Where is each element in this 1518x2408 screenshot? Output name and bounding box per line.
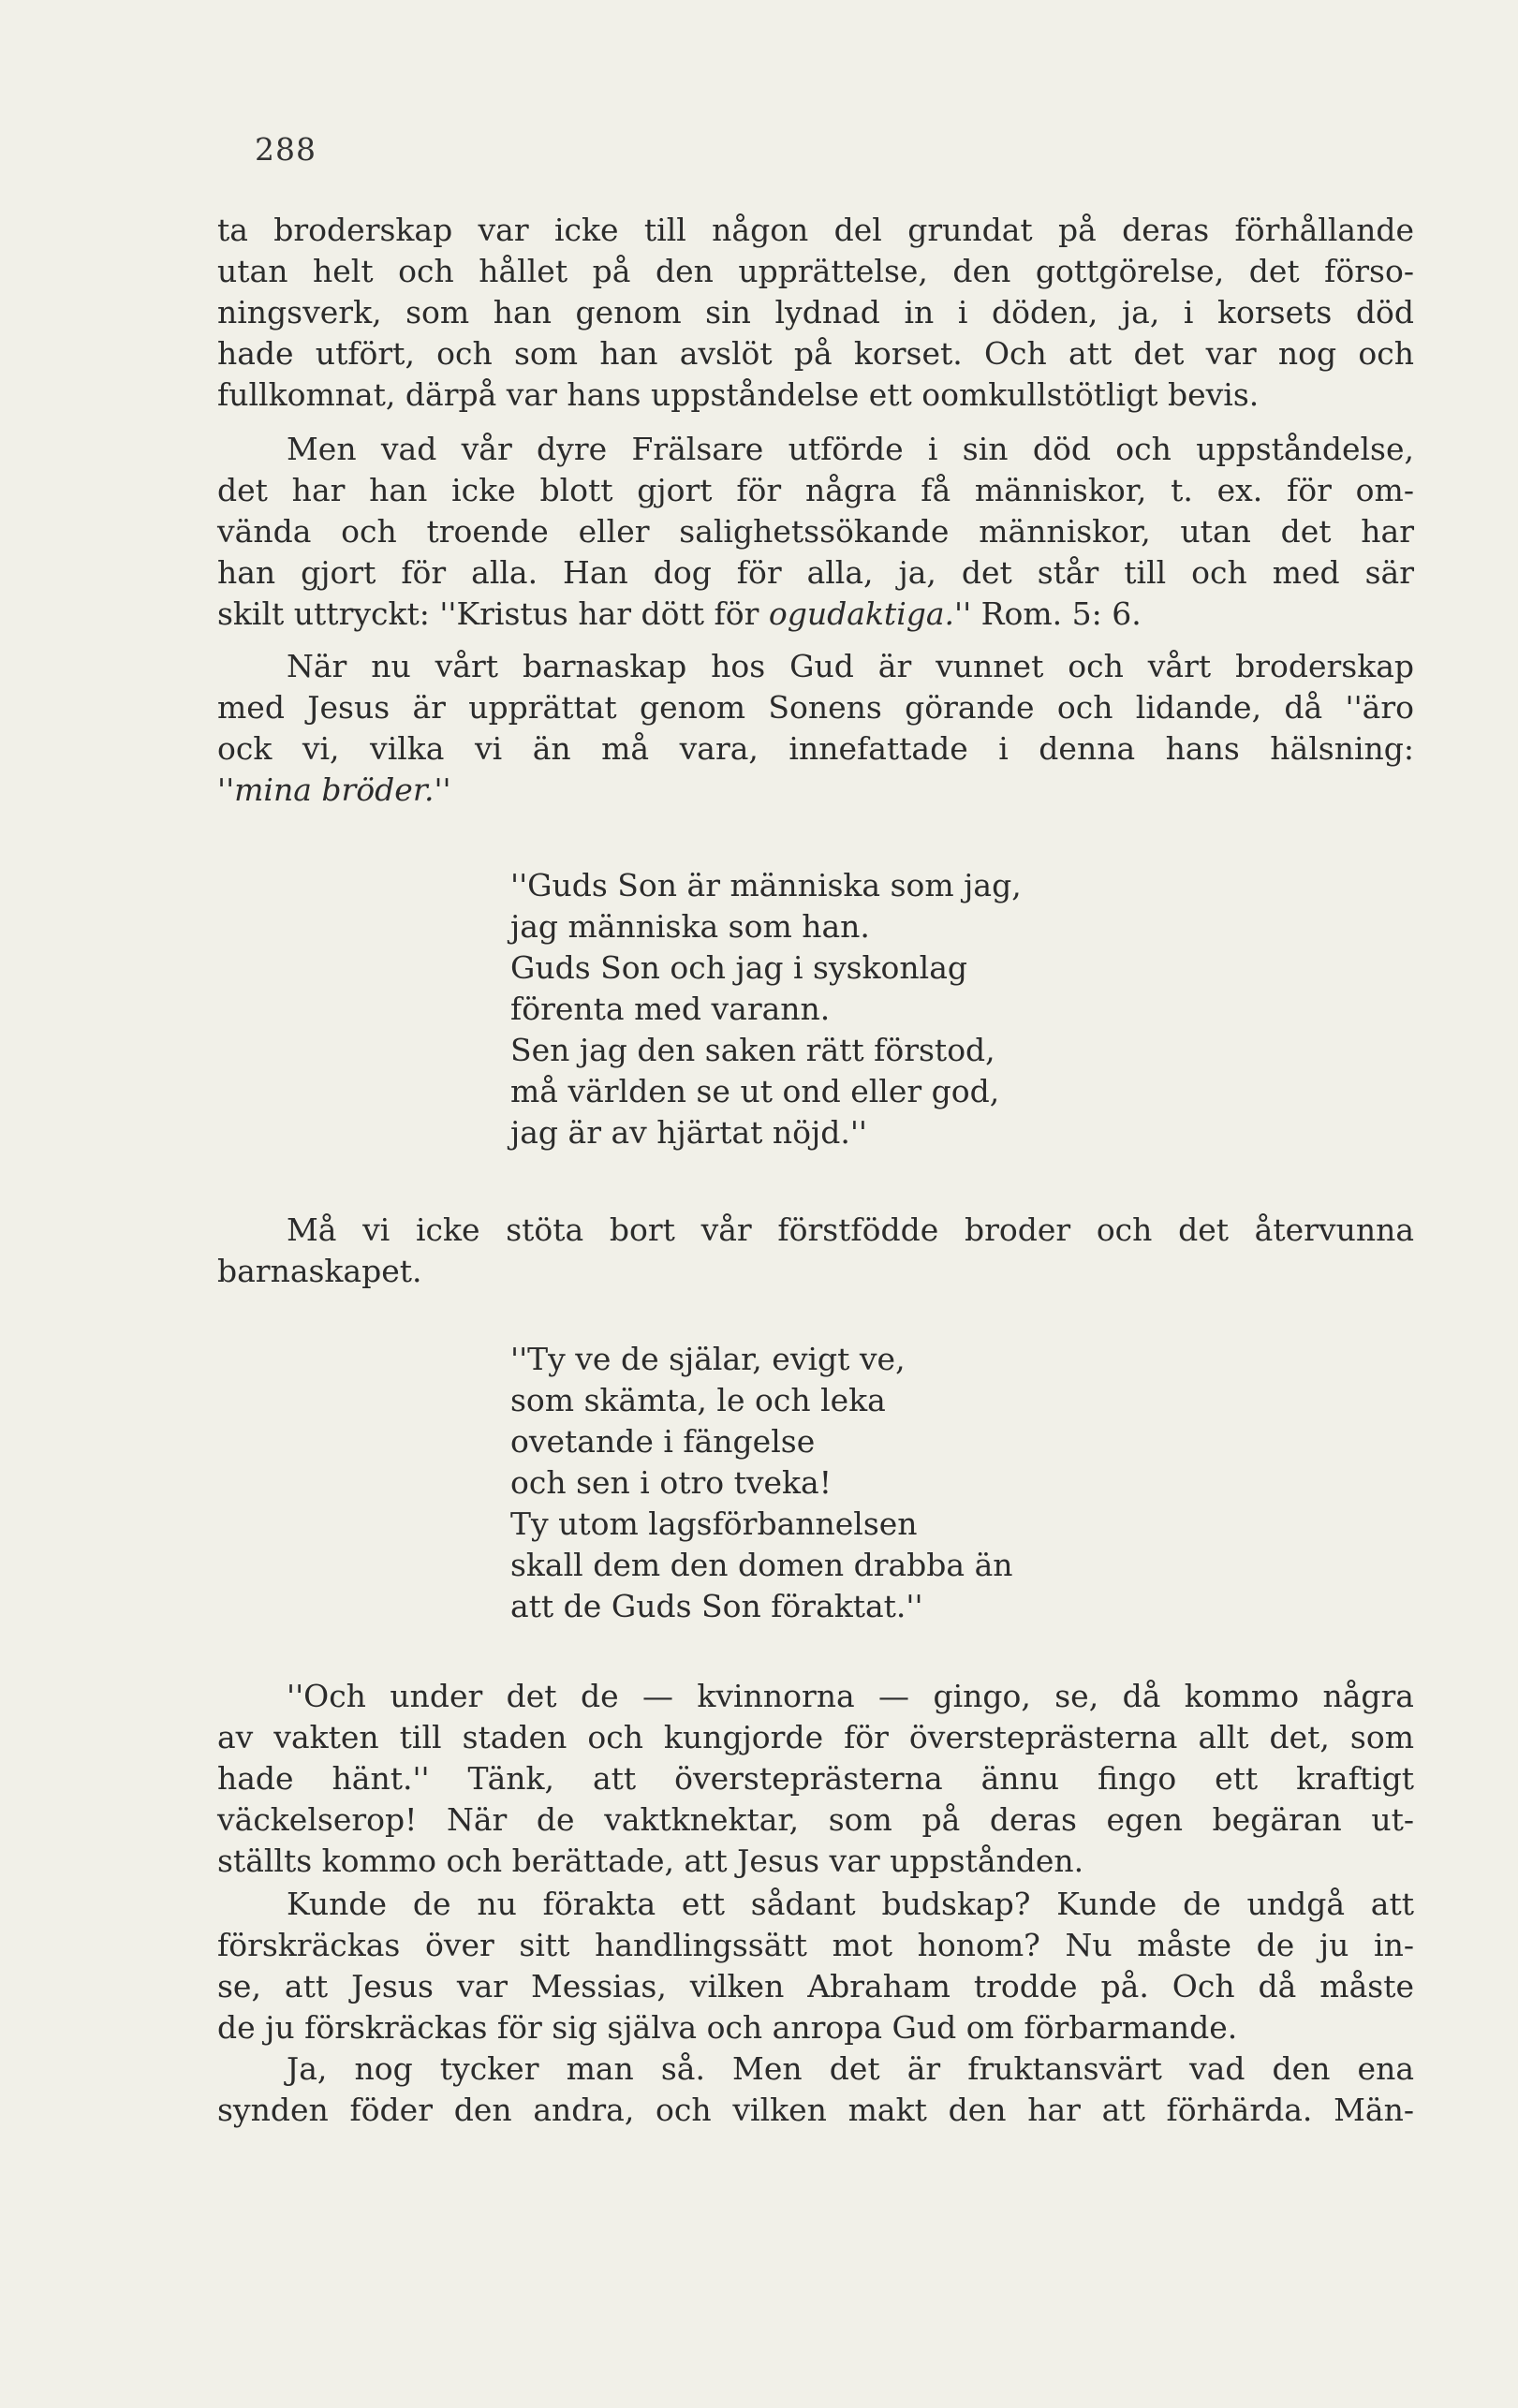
poem-line: ''Guds Son är människa som jag,: [510, 867, 1022, 903]
poem-line: att de Guds Son föraktat.'': [510, 1588, 923, 1624]
paragraph-2: [217, 429, 1414, 635]
text-line: ställts kommo och berättade, att Jesus var uppstånden.: [217, 1843, 1084, 1879]
paragraph-4: [217, 1210, 1414, 1292]
poem-line: jag människa som han.: [510, 908, 870, 945]
poem-1: [510, 865, 1022, 1153]
paragraph-7: [217, 2048, 1414, 2131]
text-line: ta broderskap var icke till någon del grundat på deras förhållande: [217, 212, 1414, 248]
text-line: förskräckas över sitt handlingssätt mot honom? Nu måste de ju in-: [217, 1927, 1414, 1963]
poem-line: som skämta, le och leka: [510, 1382, 886, 1418]
poem-line: må världen se ut ond eller god,: [510, 1073, 1000, 1109]
text-line: väckelserop! När de vaktknektar, som på deras egen begäran ut-: [217, 1801, 1414, 1838]
poem-line: och sen i otro tveka!: [510, 1464, 832, 1501]
page-number: 288: [255, 131, 317, 168]
paragraph-6: [217, 1884, 1414, 2048]
poem-line: jag är av hjärtat nöjd.'': [510, 1114, 867, 1151]
text-line: han gjort för alla. Han dog för alla, ja, det står till och med sär: [217, 554, 1414, 591]
text-segment: skilt uttryckt: ''Kristus har dött för: [217, 595, 769, 632]
poem-line: Sen jag den saken rätt förstod,: [510, 1032, 995, 1068]
text-line: hade utfört, och som han avslöt på korset. Och att det var nog och: [217, 335, 1414, 372]
poem-line: Ty utom lagsförbannelsen: [510, 1505, 918, 1542]
text-line: fullkomnat, därpå var hans uppståndelse ett oomkullstötligt bevis.: [217, 376, 1260, 413]
paragraph-3: [217, 646, 1414, 811]
text-line: Må vi icke stöta bort vår förstfödde broder och det återvunna: [287, 1211, 1414, 1248]
poem-line: Guds Son och jag i syskonlag: [510, 949, 968, 986]
text-line: hade hänt.'' Tänk, att översteprästerna ännu fingo ett kraftigt: [217, 1760, 1414, 1797]
text-line: det har han icke blott gjort för några få människor, t. ex. för om-: [217, 472, 1414, 508]
poem-line: ''Ty ve de själar, evigt ve,: [510, 1341, 906, 1377]
text-line: ock vi, vilka vi än må vara, innefattade i denna hans hälsning:: [217, 730, 1414, 767]
poem-2: [510, 1339, 1013, 1627]
text-line: se, att Jesus var Messias, vilken Abraham trodde på. Och då måste: [217, 1968, 1414, 2004]
text-line: Ja, nog tycker man så. Men det är fruktansvärt vad den ena: [287, 2050, 1414, 2087]
text-line: vända och troende eller salighetssökande människor, utan det har: [217, 513, 1414, 550]
text-line: ''Och under det de — kvinnorna — gingo, se, då kommo några: [287, 1678, 1414, 1714]
text-line: barnaskapet.: [217, 1253, 422, 1289]
text-line: ningsverk, som han genom sin lydnad in i döden, ja, i korsets död: [217, 294, 1414, 330]
text-line: av vakten till staden och kungjorde för översteprästerna allt det, som: [217, 1719, 1414, 1755]
text-line: de ju förskräckas för sig själva och anropa Gud om förbarmande.: [217, 2009, 1238, 2046]
text-line: Men vad vår dyre Frälsare utförde i sin död och uppståndelse,: [287, 431, 1414, 467]
poem-line: ovetande i fängelse: [510, 1423, 816, 1460]
paragraph-1: [217, 210, 1414, 416]
poem-line: skall dem den domen drabba än: [510, 1547, 1013, 1583]
text-line: utan helt och hållet på den upprättelse, den gottgörelse, det förso-: [217, 253, 1414, 289]
text-line: [217, 770, 1414, 811]
text-line: När nu vårt barnaskap hos Gud är vunnet och vårt broderskap: [287, 648, 1414, 684]
text-segment: '' Rom. 5: 6.: [954, 595, 1142, 632]
text-line: synden föder den andra, och vilken makt den har att förhärda. Män-: [217, 2092, 1414, 2128]
text-line: med Jesus är upprättat genom Sonens görande och lidande, då ''äro: [217, 689, 1414, 726]
italic-word: ogudaktiga.: [768, 595, 955, 632]
italic-phrase: ''mina bröder.'': [217, 771, 451, 808]
text-line: Kunde de nu förakta ett sådant budskap? Kunde de undgå att: [287, 1886, 1414, 1922]
text-line: [217, 594, 1414, 635]
paragraph-5: [217, 1676, 1414, 1882]
poem-line: förenta med varann.: [510, 991, 831, 1027]
